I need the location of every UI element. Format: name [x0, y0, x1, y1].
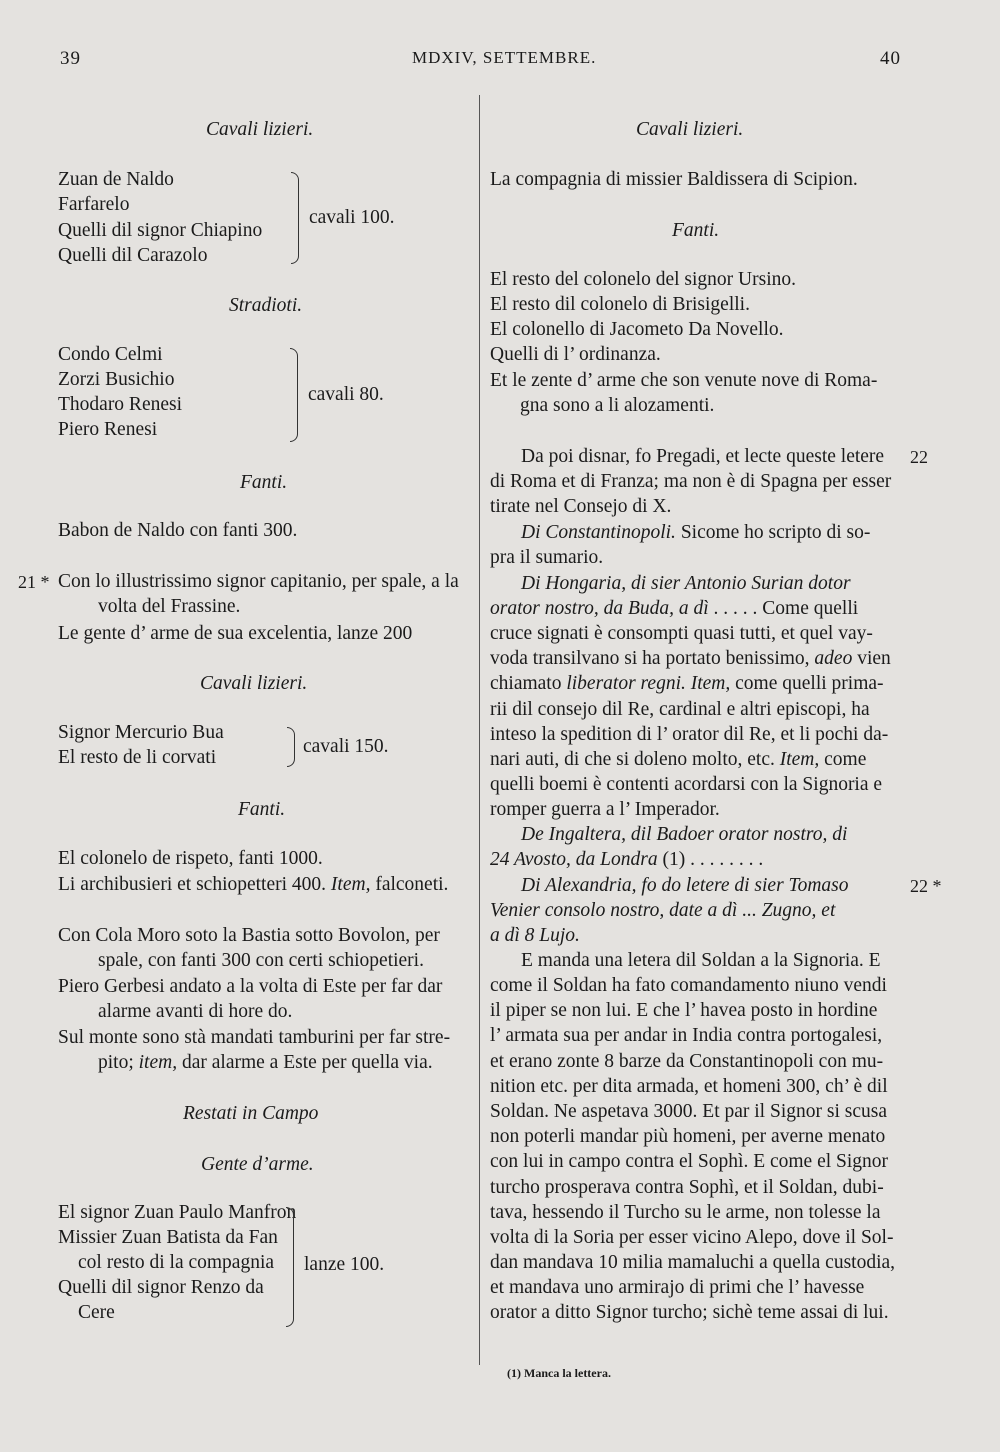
text-line: inteso la spedition di l’ orator dil Re, et li pochi da- — [490, 724, 889, 745]
text-line: voda transilvano si ha portato benissimo, adeo vien — [490, 648, 891, 669]
page-number-left: 39 — [60, 48, 81, 69]
list-item: Zuan de Naldo — [58, 169, 174, 190]
section-heading: Fanti. — [672, 220, 720, 241]
footnote: (1) Manca la lettera. — [507, 1366, 611, 1380]
text-line: chiamato liberator regni. Item, come quelli prima- — [490, 673, 884, 694]
text-line: l’ armata sua per andar in India contra portogalesi, — [490, 1025, 883, 1046]
list-item: col resto di la compagnia — [78, 1252, 275, 1273]
text-line: volta del Frassine. — [98, 596, 241, 617]
text-line: con lui in campo contra el Sophì. E come el Signor — [490, 1151, 889, 1172]
text-line: 24 Avosto, da Londra (1) . . . . . . . . — [490, 849, 764, 870]
text-line: tava, hessendo il Turcho su le arme, non tolesse la — [490, 1202, 881, 1223]
text-line: pra il sumario. — [490, 547, 604, 568]
text-line: Di Alexandria, fo do letere di sier Tomaso — [521, 875, 849, 896]
list-item: Quelli dil Carazolo — [58, 245, 208, 266]
text-line: tirate nel Consejo di X. — [490, 496, 672, 517]
text-line: rii dil consejo dil Re, cardinal e altri episcopi, ha — [490, 699, 870, 720]
list-item: Cere — [78, 1302, 115, 1323]
text-line: Con lo illustrissimo signor capitanio, per spale, a la — [58, 571, 459, 592]
text-line: et mandava uno armirajo di primi che l’ havesse — [490, 1277, 865, 1298]
section-heading: Cavali lizieri. — [636, 119, 744, 140]
margin-number: 21 * — [18, 572, 50, 592]
text-line: nari auti, di che si doleno molto, etc. Item, come — [490, 749, 867, 770]
margin-number: 22 — [910, 447, 928, 467]
section-heading: Fanti. — [238, 799, 286, 820]
list-item: Quelli dil signor Renzo da — [58, 1277, 264, 1298]
text-line: Venier consolo nostro, date a dì ... Zugno, et — [490, 900, 836, 921]
text-line: El colonello di Jacometo Da Novello. — [490, 319, 784, 340]
list-item: Farfarelo — [58, 194, 130, 215]
section-heading: Gente d’arme. — [201, 1154, 314, 1175]
list-item: El resto de li corvati — [58, 747, 217, 768]
list-item: Piero Renesi — [58, 419, 158, 440]
text-line: dan mandava 10 milia mamaluchi a quella custodia, — [490, 1252, 896, 1273]
text-line: pito; item, dar alarme a Este per quella via. — [98, 1052, 433, 1073]
text-line: Sul monte sono stà mandati tamburini per far stre- — [58, 1027, 451, 1048]
section-heading: Cavali lizieri. — [200, 673, 308, 694]
group-total: lanze 100. — [304, 1254, 385, 1275]
text-line: gna sono a li alozamenti. — [520, 395, 715, 416]
text-line: Quelli di l’ ordinanza. — [490, 344, 661, 365]
group-total: cavali 150. — [303, 736, 389, 757]
text-line: Di Constantinopoli. Sicome ho scripto di so- — [521, 522, 871, 543]
section-heading: Restati in Campo — [183, 1103, 319, 1124]
text-line: Di Hongaria, di sier Antonio Surian dotor — [521, 573, 851, 594]
list-item: Condo Celmi — [58, 344, 163, 365]
text-line: Et le zente d’ arme che son venute nove di Roma- — [490, 370, 878, 391]
text-line: spale, con fanti 300 con certi schiopetieri. — [98, 950, 424, 971]
text-line: El resto del colonelo del signor Ursino. — [490, 269, 796, 290]
list-item: Quelli dil signor Chiapino — [58, 220, 263, 241]
text-line: E manda una letera dil Soldan a la Signoria. E — [521, 950, 881, 971]
text-line: El colonelo de rispeto, fanti 1000. — [58, 848, 323, 869]
text-line: Le gente d’ arme de sua excelentia, lanze 200 — [58, 623, 413, 644]
text-line: et erano zonte 8 barze da Constantinopoli con mu- — [490, 1051, 884, 1072]
brace — [287, 727, 295, 767]
text-line: Da poi disnar, fo Pregadi, et lecte queste letere — [521, 446, 885, 467]
text-line: Li archibusieri et schiopetteri 400. Item, falconeti. — [58, 874, 449, 895]
text-line: il piper se non lui. E che l’ havea posto in hordine — [490, 1000, 878, 1021]
text-line: di Roma et di Franza; ma non è di Spagna per esser — [490, 471, 892, 492]
text-line: turcho prosperava contra Sophì, et il Soldan, dubi- — [490, 1177, 884, 1198]
text-line: orator nostro, da Buda, a dì . . . . . Come quelli — [490, 598, 859, 619]
text-line: quelli boemi è contenti acordarsi con la Signoria e — [490, 774, 883, 795]
page-number-right: 40 — [880, 48, 901, 69]
margin-number: 22 * — [910, 876, 942, 896]
section-heading: Stradioti. — [229, 295, 303, 316]
section-heading: Cavali lizieri. — [206, 119, 314, 140]
list-item: Missier Zuan Batista da Fan — [58, 1227, 278, 1248]
column-divider — [479, 95, 480, 1365]
text-line: come il Soldan ha fato comandamento niuno vendi — [490, 975, 887, 996]
text-line: alarme avanti di hore do. — [98, 1001, 293, 1022]
list-item: Zorzi Busichio — [58, 369, 175, 390]
text-line: volta di la Soria per esser vicino Alepo, dove il Sol- — [490, 1227, 894, 1248]
text-line: nition etc. per dita armada, et homeni 300, ch’ è dil — [490, 1076, 888, 1097]
group-total: cavali 80. — [308, 384, 384, 405]
text-line: Soldan. Ne aspetava 3000. Et par il Signor si scusa — [490, 1101, 887, 1122]
group-total: cavali 100. — [309, 207, 395, 228]
list-item: Thodaro Renesi — [58, 394, 183, 415]
text-line: a dì 8 Lujo. — [490, 925, 580, 946]
text-line: non poterli mandar più homeni, per averne menato — [490, 1126, 886, 1147]
list-item: Signor Mercurio Bua — [58, 722, 224, 743]
text-line: El resto dil colonelo di Brisigelli. — [490, 294, 750, 315]
text-line: cruce signati è consompti quasi tutti, et quel vay- — [490, 623, 873, 644]
text-line: romper guerra a l’ Imperador. — [490, 799, 720, 820]
list-item: El signor Zuan Paulo Manfron — [58, 1202, 297, 1223]
text-line: orator a ditto Signor turcho; sichè teme assai di lui. — [490, 1302, 889, 1323]
brace — [290, 348, 298, 442]
text-line: Babon de Naldo con fanti 300. — [58, 520, 298, 541]
brace — [291, 172, 299, 264]
text-line: Con Cola Moro soto la Bastia sotto Bovolon, per — [58, 925, 440, 946]
text-line: De Ingaltera, dil Badoer orator nostro, di — [521, 824, 848, 845]
text-line: La compagnia di missier Baldissera di Scipion. — [490, 169, 858, 190]
section-heading: Fanti. — [240, 472, 288, 493]
running-title: MDXIV, SETTEMBRE. — [412, 48, 597, 67]
text-line: Piero Gerbesi andato a la volta di Este per far dar — [58, 976, 443, 997]
brace — [286, 1207, 294, 1327]
